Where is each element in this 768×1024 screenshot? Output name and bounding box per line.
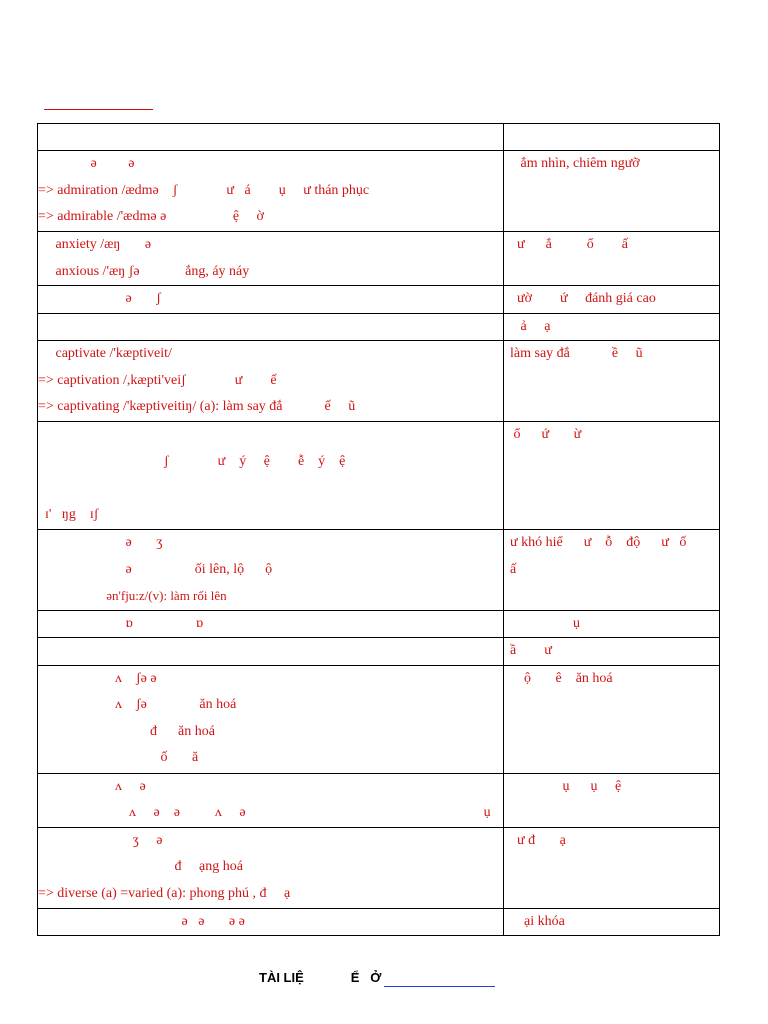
vocab-row <box>38 313 720 341</box>
word-line: => admiration /ædmə ʃ ư á ụ ư thán phục <box>38 182 370 198</box>
word-cell <box>38 665 504 773</box>
meaning-cell <box>504 773 720 827</box>
vocab-row <box>38 665 720 773</box>
meaning-cell <box>504 638 720 666</box>
word-line: ɒ ɒ <box>38 615 204 631</box>
vocab-row <box>38 908 720 936</box>
word-cell <box>38 124 504 151</box>
word-line: ə ối lên, lộ ộ <box>38 561 273 577</box>
word-cell <box>38 286 504 314</box>
word-cell <box>38 530 504 611</box>
meaning-cell <box>504 124 720 151</box>
word-cell <box>38 232 504 286</box>
vocab-row <box>38 638 720 666</box>
word-line: => captivation /,kæpti'veiʃ ư ế <box>38 372 277 388</box>
vocab-row <box>38 124 720 151</box>
vocab-row <box>38 341 720 422</box>
meaning-line: ổ ứ ừ <box>510 427 582 442</box>
meaning-line: ại khóa <box>510 913 565 929</box>
word-cell <box>38 827 504 908</box>
vocab-row <box>38 151 720 232</box>
word-line: ʃ ư ý ệ ễ ý ệ <box>38 453 346 469</box>
meaning-line: ộ ê ăn hoá <box>510 670 613 686</box>
vocab-row <box>38 610 720 638</box>
word-line: ʌ ə ə ʌ ə ụ <box>38 805 491 820</box>
meaning-line: ườ ứ đánh giá cao <box>510 291 656 306</box>
meaning-line: ụ <box>510 615 580 631</box>
word-cell <box>38 151 504 232</box>
word-line: captivate /'kæptiveit/ <box>38 346 172 361</box>
word-line: ʌ ʃə ăn hoá <box>38 697 237 712</box>
word-line: ʒ ə <box>38 832 163 848</box>
word-cell <box>38 908 504 936</box>
word-line: ən'fju:z/(v): làm rối lên <box>38 588 227 603</box>
meaning-line: ư khó hiể ư ỗ độ ư ố <box>510 535 687 550</box>
meaning-cell <box>504 665 720 773</box>
meaning-line: ả ạ <box>510 318 551 334</box>
vocab-row <box>38 232 720 286</box>
meaning-cell <box>504 908 720 936</box>
word-line <box>38 422 503 449</box>
vocab-row <box>38 827 720 908</box>
word-line <box>38 638 503 665</box>
word-line: => admirable /'ædmə ə ệ ờ <box>38 209 264 224</box>
meaning-cell <box>504 313 720 341</box>
meaning-line: ư ắ ổ ấ <box>510 237 629 252</box>
meaning-line: ụ ụ ệ <box>510 778 622 794</box>
meaning-cell <box>504 151 720 232</box>
word-line: ɪ' ŋg ɪʃ <box>38 506 99 522</box>
footer-label: TÀI LIỆ Ể Ở <box>259 970 382 985</box>
word-line: đ ăn hoá <box>38 723 215 739</box>
word-line: ʌ ʃə ə <box>38 670 157 686</box>
meaning-cell <box>504 341 720 422</box>
word-line: ə ə <box>38 156 135 171</box>
word-cell <box>38 773 504 827</box>
word-line: đ ạng hoá <box>38 859 243 874</box>
meaning-line: làm say đắ ề ũ <box>510 346 643 361</box>
meaning-line: ầ ư <box>510 643 552 658</box>
meaning-cell <box>504 827 720 908</box>
word-line: anxiety /æŋ ə <box>38 237 152 252</box>
word-line: anxious /'æŋ ʃə ắng, áy náy <box>38 263 250 279</box>
word-line: => diverse (a) =varied (a): phong phú , đ ạ <box>38 885 291 901</box>
word-cell <box>38 341 504 422</box>
header-red-underline <box>44 109 153 110</box>
word-line: ʌ ə <box>38 778 146 794</box>
vocab-row <box>38 530 720 611</box>
word-line: ə ʃ <box>38 291 161 306</box>
vocab-row <box>38 422 720 530</box>
word-line: ə ə ə ə <box>38 913 245 929</box>
word-line <box>38 314 503 341</box>
word-cell <box>38 638 504 666</box>
meaning-cell <box>504 286 720 314</box>
vocab-row <box>38 773 720 827</box>
word-line: => captivating /'kæptiveitiŋ/ (a): làm say đắ ế ũ <box>38 399 356 414</box>
meaning-cell <box>504 610 720 638</box>
meaning-line: ắm nhìn, chiêm ngưỡ <box>510 156 640 171</box>
meaning-cell <box>504 422 720 530</box>
word-cell <box>38 610 504 638</box>
footer-link-underline[interactable] <box>384 986 495 987</box>
word-line: ố ă <box>38 750 199 765</box>
vocab-row <box>38 286 720 314</box>
vocabulary-table <box>37 123 720 936</box>
meaning-cell <box>504 530 720 611</box>
word-cell <box>38 313 504 341</box>
word-cell <box>38 422 504 530</box>
meaning-cell <box>504 232 720 286</box>
meaning-line: ư đ ạ <box>510 832 566 848</box>
meaning-line: ấ <box>510 561 517 577</box>
word-line <box>38 475 503 502</box>
word-line: ə ʒ <box>38 535 163 550</box>
